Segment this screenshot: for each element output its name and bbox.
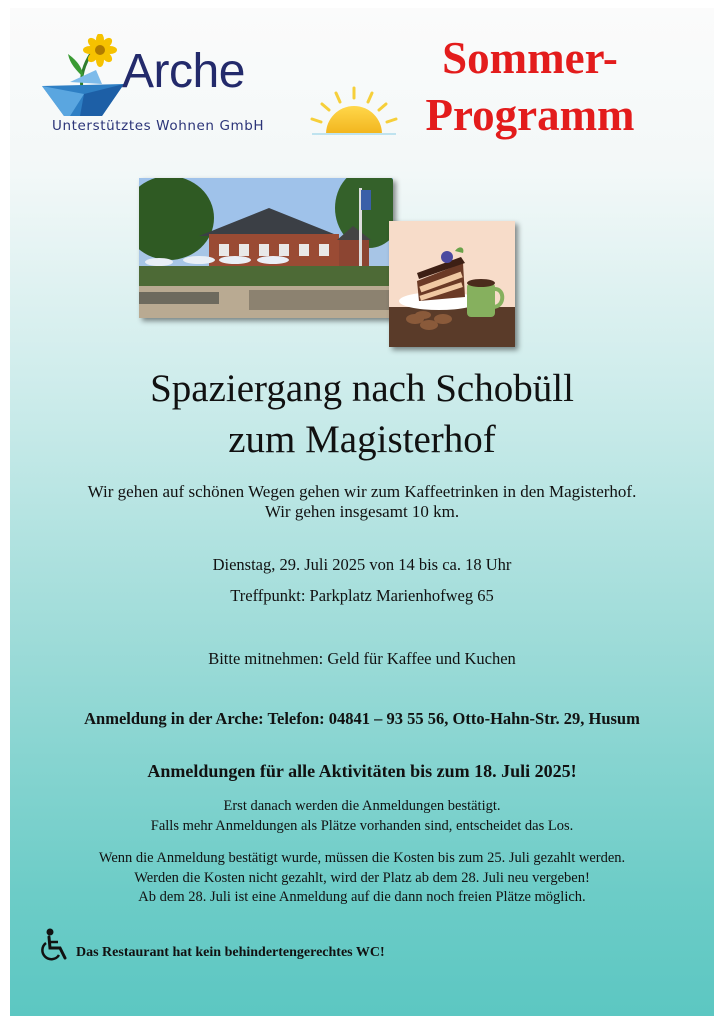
event-description xyxy=(20,482,704,523)
note-line: Werden die Kosten nicht gezahlt, wird der Platz ab dem 28. Juli neu vergeben! xyxy=(134,869,590,886)
accessibility-note: Das Restaurant hat kein behindertengerechtes WC! xyxy=(76,945,385,960)
meeting-point: Treffpunkt: Parkplatz Marienhofweg 65 xyxy=(230,586,494,605)
notes-block-2 xyxy=(20,849,704,908)
sun-icon xyxy=(308,84,400,138)
event-description-line1: Wir gehen auf schönen Wegen gehen wir zum Kaffeetrinken in den Magisterhof. xyxy=(87,482,637,501)
event-title-line2: zum Magisterhof xyxy=(228,417,496,461)
event-title-line1: Spaziergang nach Schobüll xyxy=(150,367,574,410)
event-date: Dienstag, 29. Juli 2025 von 14 bis ca. 18 Uhr xyxy=(212,555,512,574)
notes-block-1 xyxy=(20,797,704,836)
program-title-line1: Sommer- xyxy=(442,33,618,83)
registration-deadline: Anmeldungen für alle Aktivitäten bis zum 18. Juli 2025! xyxy=(147,761,577,781)
wheelchair-icon xyxy=(40,928,70,962)
event-title xyxy=(20,364,704,465)
logo-subtitle: Unterstütztes Wohnen GmbH xyxy=(52,118,265,134)
logo-name: Arche xyxy=(122,45,245,98)
bring-along: Bitte mitnehmen: Geld für Kaffee und Kuchen xyxy=(208,649,516,668)
note-line: Falls mehr Anmeldungen als Plätze vorhanden sind, entscheidet das Los. xyxy=(150,817,574,834)
restaurant-photo xyxy=(139,178,393,318)
event-description-line2: Wir gehen insgesamt 10 km. xyxy=(264,502,460,522)
program-title xyxy=(420,30,640,144)
sunflower-boat-logo xyxy=(40,34,130,120)
program-title-line2: Programm xyxy=(425,90,635,141)
note-line: Erst danach werden die Anmeldungen bestätigt. xyxy=(223,798,501,814)
cake-coffee-illustration xyxy=(389,221,515,347)
note-line: Ab dem 28. Juli ist eine Anmeldung auf die dann noch freien Plätze möglich. xyxy=(138,889,586,906)
note-line: Wenn die Anmeldung bestätigt wurde, müssen die Kosten bis zum 25. Juli gezahlt werden. xyxy=(98,850,626,866)
registration-info: Anmeldung in der Arche: Telefon: 04841 – 93 55 56, Otto-Hahn-Str. 29, Husum xyxy=(84,709,640,728)
